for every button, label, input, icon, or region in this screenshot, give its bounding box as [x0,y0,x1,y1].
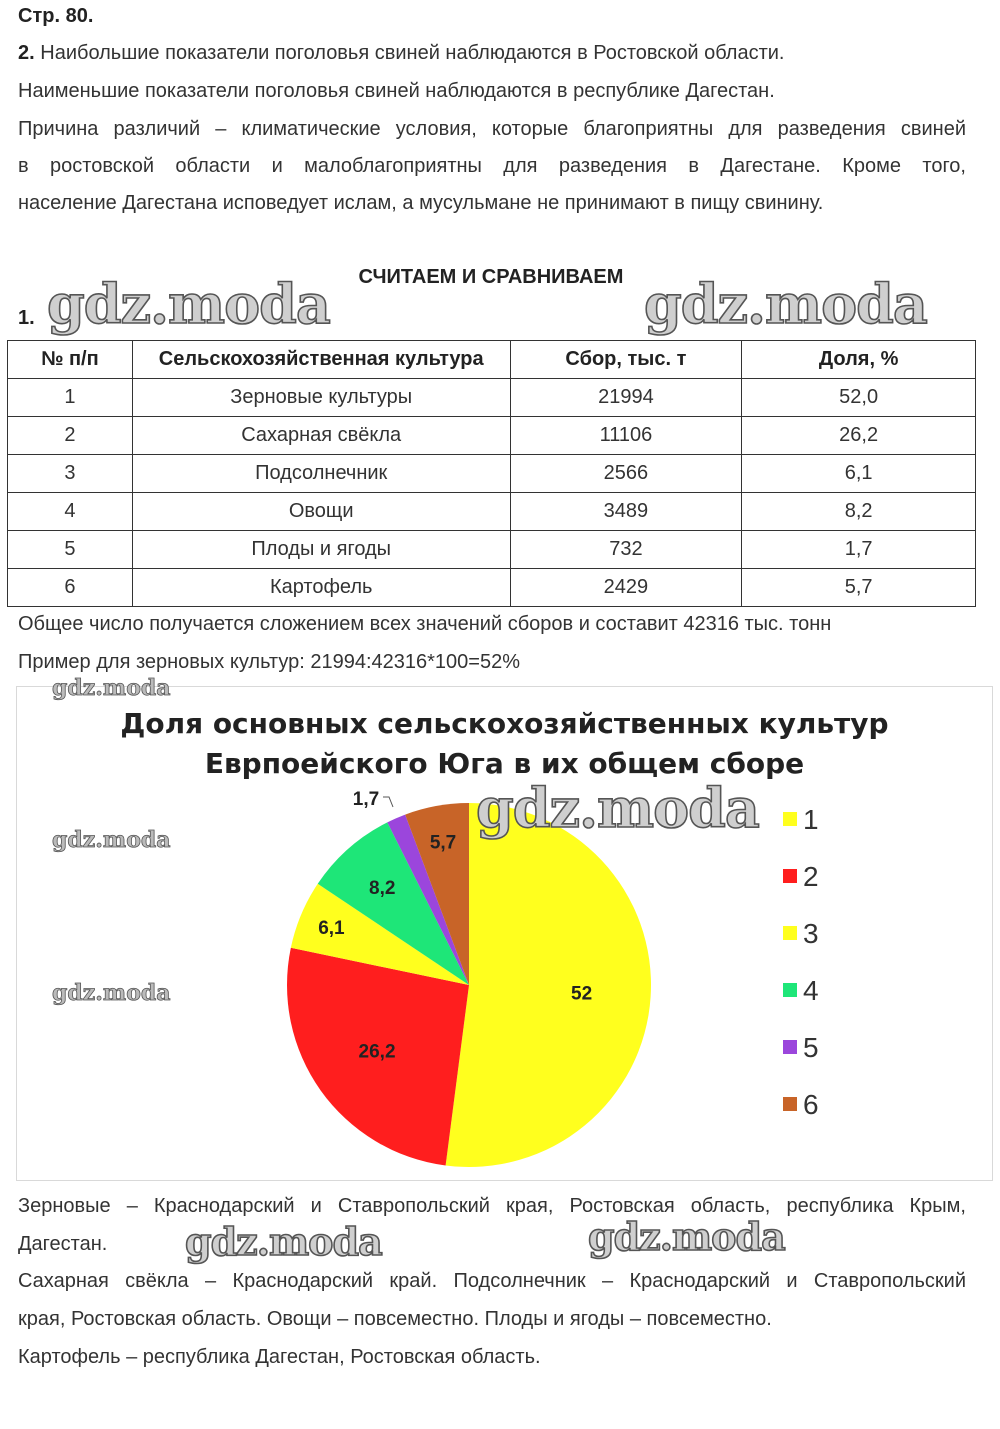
watermark: gdz.moda [52,675,171,701]
task2-line4: в ростовской области и малоблагоприятны для разведения в Дагестане. Кроме того, [18,155,966,177]
cell-crop: Сахарная свёкла [132,417,510,455]
pie-data-label: 52 [571,983,593,1005]
header-number: № п/п [8,341,133,379]
pie-data-label: 6,1 [318,918,345,940]
table-row [8,531,976,569]
watermark: gdz.moda [644,272,927,336]
chart-title-line1: Доля основных сельскохозяйственных культур [120,707,889,740]
task2-line2: Наименьшие показатели поголовья свиней наблюдаются в республике Дагестан. [18,80,775,102]
example-note: Пример для зерновых культур: 21994:42316*100=52% [18,651,520,673]
legend-swatch-6 [783,1097,797,1111]
pie-chart [17,687,992,1180]
legend-swatch-2 [783,869,797,883]
pie-data-label: 26,2 [358,1041,396,1063]
table-header-row [8,341,976,379]
cell-harvest: 3489 [510,493,742,531]
watermark: gdz.moda [47,272,330,336]
task2-line5: население Дагестана исповедует ислам, а мусульмане не принимают в пищу свинину. [18,192,824,214]
bottom-line5: Картофель – республика Дагестан, Ростовская область. [18,1346,541,1368]
pie-data-label: 1,7 [352,789,380,810]
cell-number: 6 [8,569,133,607]
legend-label-5: 5 [803,1032,819,1063]
legend-label-1: 1 [803,804,819,835]
cell-harvest: 732 [510,531,742,569]
cell-share: 52,0 [742,379,976,417]
watermark: gdz.moda [52,980,171,1006]
table-row [8,493,976,531]
cell-harvest: 2429 [510,569,742,607]
cell-harvest: 2566 [510,455,742,493]
pie-leader-line [383,797,393,807]
table-row [8,455,976,493]
pie-chart-panel [16,686,993,1181]
cell-crop: Зерновые культуры [132,379,510,417]
cell-number: 1 [8,379,133,417]
bottom-line4: края, Ростовская область. Овощи – повсеместно. Плоды и ягоды – повсеместно. [18,1308,772,1330]
page-label: Стр. 80. [18,5,94,27]
cell-crop: Подсолнечник [132,455,510,493]
watermark: gdz.moda [52,827,171,853]
task2-line3: Причина различий – климатические условия, которые благоприятны для разведения свиней [18,118,966,140]
cell-crop: Картофель [132,569,510,607]
cell-share: 8,2 [742,493,976,531]
legend-swatch-4 [783,983,797,997]
table-row [8,417,976,455]
cell-crop: Плоды и ягоды [132,531,510,569]
cell-share: 5,7 [742,569,976,607]
pie-slice-1 [446,803,651,1167]
section-heading: СЧИТАЕМ И СРАВНИВАЕМ [358,266,624,288]
cell-number: 5 [8,531,133,569]
watermark: gdz.moda [476,776,759,840]
cell-share: 1,7 [742,531,976,569]
bottom-line1: Зерновые – Краснодарский и Ставропольский края, Ростовская область, республика Крым, [18,1195,966,1217]
watermark: gdz.moda [588,1214,785,1259]
pie-data-label: 5,7 [429,832,457,854]
header-harvest: Сбор, тыс. т [510,341,742,379]
watermark: gdz.moda [185,1219,382,1264]
task1-number: 1. [18,307,35,329]
chart-title-line2: Еврпоейского Юга в их общем сборе [204,747,805,780]
header-share: Доля, % [742,341,976,379]
legend-label-4: 4 [803,975,819,1006]
task2-number: 2. [18,42,35,64]
bottom-line2: Дагестан. [18,1233,108,1255]
legend-label-3: 3 [803,918,819,949]
cell-crop: Овощи [132,493,510,531]
header-crop: Сельскохозяйственная культура [132,341,510,379]
harvest-table [7,340,976,607]
cell-harvest: 11106 [510,417,742,455]
cell-share: 6,1 [742,455,976,493]
pie-data-label: 8,2 [369,877,396,899]
bottom-line3: Сахарная свёкла – Краснодарский край. Подсолнечник – Краснодарский и Ставропольский [18,1270,966,1292]
legend-swatch-1 [783,812,797,826]
legend-label-2: 2 [803,861,819,892]
cell-number: 4 [8,493,133,531]
table-row [8,569,976,607]
legend-swatch-5 [783,1040,797,1054]
cell-number: 2 [8,417,133,455]
cell-number: 3 [8,455,133,493]
table-row [8,379,976,417]
task2-line1 [18,41,784,65]
legend-label-6: 6 [803,1089,819,1120]
task2-line1-text: Наибольшие показатели поголовья свиней наблюдаются в Ростовской области. [40,42,785,64]
cell-share: 26,2 [742,417,976,455]
cell-harvest: 21994 [510,379,742,417]
legend-swatch-3 [783,926,797,940]
total-note: Общее число получается сложением всех значений сборов и составит 42316 тыс. тонн [18,613,832,635]
